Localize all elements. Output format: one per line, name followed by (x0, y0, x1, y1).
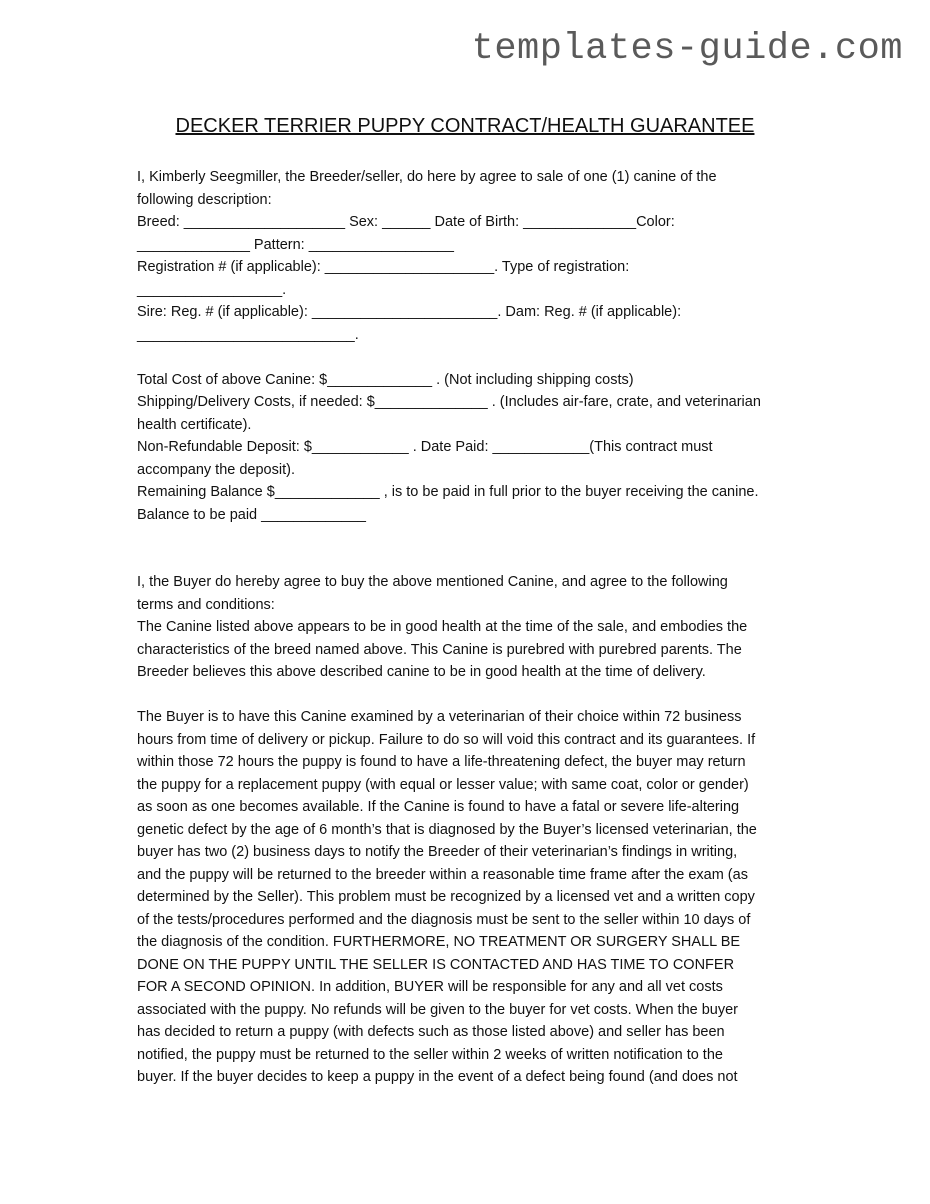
contract-body (137, 166, 802, 1089)
text-line: hours from time of delivery or pickup. Failure to do so will void this contract and its guarantees. If (137, 731, 756, 748)
text-line: Shipping/Delivery Costs, if needed: $______________ . (Includes air-fare, crate, and veterinarian (137, 394, 761, 410)
text-line: the diagnosis of the condition. FURTHERMORE, NO TREATMENT OR SURGERY SHALL BE (137, 934, 741, 950)
text-line: determined by the Seller). This problem must be recognized by a licensed vet and a written copy (137, 889, 755, 905)
text-line: ______________ Pattern: __________________ (137, 236, 454, 253)
blank-line (137, 684, 802, 707)
text-line: genetic defect by the age of 6 month’s that is diagnosed by the Buyer’s licensed veterinarian, the (137, 821, 757, 838)
text-line: Breed: ____________________ Sex: ______ Date of Birth: ______________Color: (137, 214, 675, 230)
text-line: DONE ON THE PUPPY UNTIL THE SELLER IS CONTACTED AND HAS TIME TO CONFER (137, 956, 735, 973)
page-title: DECKER TERRIER PUPPY CONTRACT/HEALTH GUARANTEE (175, 115, 755, 137)
text-line: as soon as one becomes available. If the Canine is found to have a fatal or severe life-altering (137, 799, 740, 815)
text-line: health certificate). (137, 416, 252, 433)
text-line: of the tests/procedures performed and the diagnosis must be sent to the seller within 10 days of (137, 911, 751, 928)
text-line: Remaining Balance $_____________ , is to be paid in full prior to the buyer receiving the canine. (137, 484, 759, 500)
text-line: Total Cost of above Canine: $_____________ . (Not including shipping costs) (137, 371, 634, 388)
text-line: The Canine listed above appears to be in good health at the time of the sale, and embodies the (137, 619, 748, 635)
text-line: associated with the puppy. No refunds will be given to the buyer for vet costs. When the buyer (137, 1001, 738, 1018)
text-line: buyer. If the buyer decides to keep a puppy in the event of a defect being found (and does not (137, 1069, 738, 1085)
blank-line (137, 526, 802, 571)
text-line: ___________________________. (137, 326, 359, 343)
text-line: accompany the deposit). (137, 461, 295, 478)
text-line: The Buyer is to have this Canine examined by a veterinarian of their choice within 72 business (137, 709, 742, 725)
text-line: Balance to be paid _____________ (137, 506, 366, 523)
blank-line (137, 346, 802, 369)
text-line: buyer has two (2) business days to notify the Breeder of their veterinarian’s findings in writing, (137, 844, 738, 860)
text-line: Sire: Reg. # (if applicable): _______________________. Dam: Reg. # (if applicable): (137, 304, 682, 320)
text-line: within those 72 hours the puppy is found to have a life-threatening defect, the buyer may return (137, 754, 746, 770)
text-line: Non-Refundable Deposit: $____________ . Date Paid: ____________(This contract must (137, 439, 713, 455)
text-line: following description: (137, 191, 272, 208)
text-line: I, Kimberly Seegmiller, the Breeder/seller, do here by agree to sale of one (1) canine of the (137, 169, 717, 185)
text-line: Registration # (if applicable): _____________________. Type of registration: (137, 259, 630, 275)
watermark: templates-guide.com (471, 28, 903, 70)
text-line: has decided to return a puppy (with defects such as those listed above) and seller has been (137, 1024, 725, 1040)
text-line: and the puppy will be returned to the breeder within a reasonable time frame after the exam (as (137, 866, 748, 883)
text-line: __________________. (137, 281, 287, 298)
text-line: Breeder believes this above described canine to be in good health at the time of delivery. (137, 664, 706, 680)
text-line: notified, the puppy must be returned to the seller within 2 weeks of written notification to the (137, 1046, 723, 1063)
text-line: terms and conditions: (137, 596, 275, 613)
text-line: I, the Buyer do hereby agree to buy the above mentioned Canine, and agree to the following (137, 574, 728, 590)
text-line: FOR A SECOND OPINION. In addition, BUYER will be responsible for any and all vet costs (137, 979, 723, 995)
text-line: the puppy for a replacement puppy (with equal or lesser value; with same coat, color or gender) (137, 776, 749, 793)
text-line: characteristics of the breed named above. This Canine is purebred with purebred parents. The (137, 641, 742, 658)
